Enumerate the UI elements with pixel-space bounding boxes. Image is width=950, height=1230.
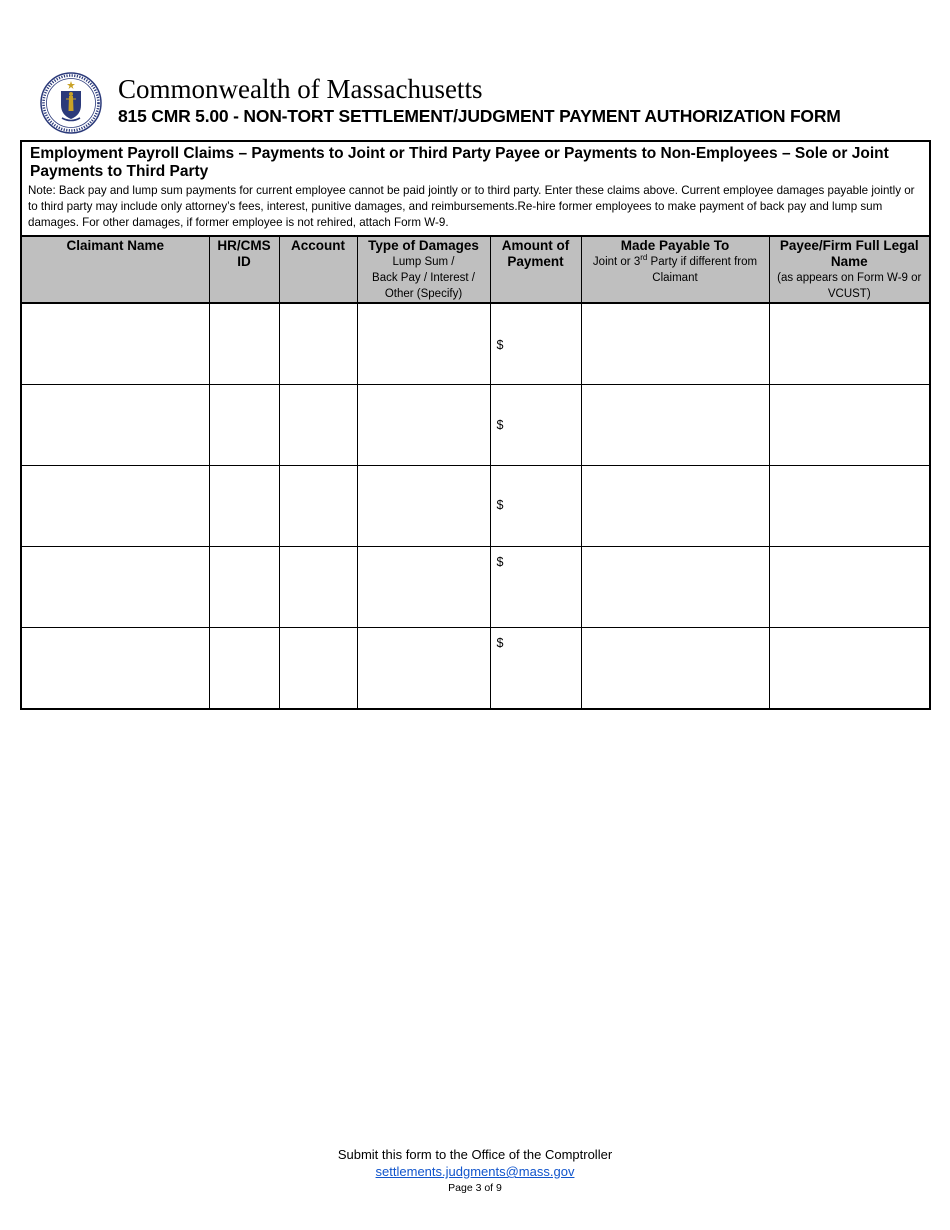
made-payable-to-cell[interactable] (581, 465, 769, 546)
hr-cms-id-cell[interactable] (209, 465, 279, 546)
account-cell[interactable] (279, 465, 357, 546)
page-footer (0, 1147, 950, 1195)
page-number: Page 3 of 9 (448, 1182, 502, 1194)
hr-cms-id-cell[interactable] (209, 546, 279, 627)
payee-firm-cell[interactable] (769, 303, 929, 384)
table-header-row (22, 236, 929, 303)
massachusetts-seal-icon (40, 72, 102, 134)
comptroller-email-link[interactable]: settlements.judgments@mass.gov (375, 1164, 575, 1179)
claims-table (22, 235, 929, 708)
payee-firm-cell[interactable] (769, 627, 929, 708)
page-header (40, 70, 920, 134)
made-payable-to-cell[interactable] (581, 627, 769, 708)
payroll-claims-section (20, 140, 931, 710)
hr-cms-id-cell[interactable] (209, 303, 279, 384)
table-row (22, 627, 929, 708)
amount-cell[interactable] (490, 546, 581, 627)
payee-firm-cell[interactable] (769, 384, 929, 465)
dollar-sign: $ (496, 497, 504, 512)
claimant-name-cell[interactable] (22, 303, 209, 384)
account-cell[interactable] (279, 546, 357, 627)
table-row (22, 384, 929, 465)
claimant-name-cell[interactable] (22, 465, 209, 546)
made-payable-to-cell[interactable] (581, 546, 769, 627)
column-header-payee-firm-name: Payee/Firm Full Legal Name (as appears on Form W-9 or VCUST) (769, 236, 929, 303)
submit-instruction: Submit this form to the Office of the Comptroller (337, 1147, 613, 1162)
table-row (22, 546, 929, 627)
column-header-made-payable-to: Made Payable To Joint or 3rd Party if different from Claimant (581, 236, 769, 303)
column-header-claimant-name: Claimant Name (22, 236, 209, 303)
column-header-amount-of-payment: Amount of Payment (490, 236, 581, 303)
hr-cms-id-cell[interactable] (209, 627, 279, 708)
type-of-damages-cell[interactable] (357, 546, 490, 627)
section-title: Employment Payroll Claims – Payments to Joint or Third Party Payee or Payments to Non-Employees – Sole or Joint Payments to Third Party (30, 145, 889, 180)
type-of-damages-cell[interactable] (357, 384, 490, 465)
type-of-damages-cell[interactable] (357, 465, 490, 546)
column-header-hr-cms-id: HR/CMS ID (209, 236, 279, 303)
made-payable-to-cell[interactable] (581, 384, 769, 465)
account-cell[interactable] (279, 384, 357, 465)
payee-firm-cell[interactable] (769, 546, 929, 627)
type-of-damages-cell[interactable] (357, 627, 490, 708)
section-note: Note: Back pay and lump sum payments for current employee cannot be paid jointly or to third party. Enter these claims above. Current employee damages payable jointly or to third party may include only attorney’s fees, interest, punitive damages, and reimbursements.Re-hire former employees to make payment of back pay and lump sum damages. For other damages, if former employee is not rehired, attach Form W-9. (28, 184, 915, 229)
dollar-sign: $ (496, 635, 504, 650)
account-cell[interactable] (279, 627, 357, 708)
claimant-name-cell[interactable] (22, 627, 209, 708)
payee-firm-cell[interactable] (769, 465, 929, 546)
made-payable-to-cell[interactable] (581, 303, 769, 384)
amount-cell[interactable] (490, 384, 581, 465)
hr-cms-id-cell[interactable] (209, 384, 279, 465)
dollar-sign: $ (496, 417, 504, 432)
table-row (22, 303, 929, 384)
table-row (22, 465, 929, 546)
dollar-sign: $ (496, 338, 504, 352)
dollar-sign: $ (496, 554, 504, 569)
organization-name: Commonwealth of Massachusetts (118, 74, 483, 104)
form-title: 815 CMR 5.00 - NON-TORT SETTLEMENT/JUDGMENT PAYMENT AUTHORIZATION FORM (118, 106, 841, 126)
type-of-damages-cell[interactable] (357, 303, 490, 384)
amount-cell[interactable] (490, 303, 581, 384)
column-header-account: Account (279, 236, 357, 303)
account-cell[interactable] (279, 303, 357, 384)
amount-cell[interactable] (490, 627, 581, 708)
claimant-name-cell[interactable] (22, 384, 209, 465)
column-header-type-of-damages: Type of Damages Lump Sum / Back Pay / Interest / Other (Specify) (357, 236, 490, 303)
claimant-name-cell[interactable] (22, 546, 209, 627)
amount-cell[interactable] (490, 465, 581, 546)
